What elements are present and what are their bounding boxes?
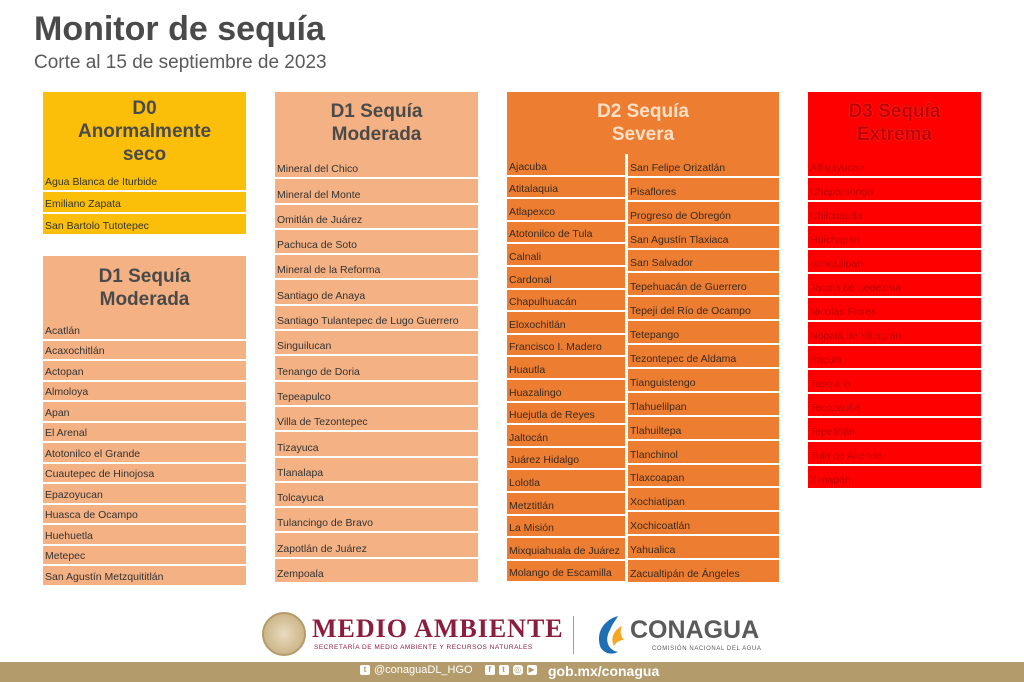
column-d0-header-line: Anormalmente: [77, 120, 212, 142]
column-d1b-header-line: D1 Sequía: [330, 101, 423, 122]
municipality-row: Ajacuba: [507, 154, 625, 177]
column-d0-header: [43, 92, 246, 170]
municipality-row: Pachuca de Soto: [275, 230, 478, 255]
column-d1a-header-line: Moderada: [99, 289, 190, 310]
municipality-row: Tlanalapa: [275, 458, 478, 483]
municipality-row: Xochiatipan: [628, 488, 779, 512]
twitter-icon[interactable]: t: [360, 665, 370, 675]
municipality-row: San Felipe Orizatlán: [628, 154, 779, 178]
municipality-row: Zacualtipán de Ángeles: [628, 560, 779, 584]
municipality-row: Molango de Escamilla: [507, 561, 625, 584]
municipality-row: Huejutla de Reyes: [507, 403, 625, 426]
municipality-row: Mineral de la Reforma: [275, 255, 478, 280]
municipality-row: Tolcayuca: [275, 483, 478, 508]
column-d2-header-line: Severa: [611, 124, 675, 145]
municipality-row: Zempoala: [275, 559, 478, 584]
column-d3-list: [808, 154, 981, 490]
municipality-row: Huautla: [507, 357, 625, 380]
municipality-row: Chilcuautla: [808, 202, 981, 226]
column-d3-header-line: D3 Sequía: [848, 101, 941, 122]
website-link[interactable]: gob.mx/conagua: [548, 663, 660, 679]
medio-ambiente-subtitle: SECRETARÍA DE MEDIO AMBIENTE Y RECURSOS NATURALES: [314, 644, 533, 651]
logo-divider: [573, 616, 574, 654]
municipality-row: Cardonal: [507, 267, 625, 290]
municipality-row: Jacala de Ledezma: [808, 274, 981, 298]
column-d1b-header-line: Moderada: [331, 124, 422, 145]
municipality-row: Acatlán: [43, 320, 246, 341]
municipality-row: Epazoyucan: [43, 484, 246, 505]
municipality-row: Progreso de Obregón: [628, 202, 779, 226]
municipality-row: Pacula: [808, 346, 981, 370]
column-d1a: [43, 256, 246, 587]
municipality-row: Juárez Hidalgo: [507, 448, 625, 471]
municipality-row: Villa de Tezontepec: [275, 407, 478, 432]
conagua-logo-icon: [592, 612, 628, 656]
column-d3: [808, 92, 981, 490]
municipality-row: Tlahuiltepa: [628, 417, 779, 441]
medio-ambiente-logo-text: MEDIO AMBIENTE: [312, 614, 564, 643]
municipality-row: Atlapexco: [507, 199, 625, 222]
municipality-row: Tlahuelilpan: [628, 393, 779, 417]
municipality-row: Tetepango: [628, 321, 779, 345]
column-d0: [43, 92, 246, 236]
municipality-row: San Salvador: [628, 250, 779, 274]
column-d1a-header: [43, 256, 246, 320]
municipality-row: Jaltocán: [507, 425, 625, 448]
municipality-row: Agua Blanca de Iturbide: [43, 170, 246, 192]
column-d1b: [275, 92, 478, 584]
municipality-row: Acaxochitlán: [43, 341, 246, 362]
municipality-row: Santiago de Anaya: [275, 280, 478, 305]
municipality-row: Calnali: [507, 244, 625, 267]
column-d1a-header-line: D1 Sequía: [98, 266, 191, 287]
municipality-row: Tepeji del Río de Ocampo: [628, 297, 779, 321]
municipality-row: La Misión: [507, 516, 625, 539]
instagram-icon[interactable]: ◎: [514, 665, 522, 674]
municipality-row: Metepec: [43, 546, 246, 567]
column-d0-header-line: D0: [132, 97, 157, 119]
municipality-row: Nicolás Flores: [808, 298, 981, 322]
municipality-row: Tezontepec de Aldama: [628, 345, 779, 369]
municipality-row: Apan: [43, 402, 246, 423]
government-seal-logo: [262, 612, 306, 656]
municipality-row: Huasca de Ocampo: [43, 505, 246, 526]
municipality-row: El Arenal: [43, 423, 246, 444]
youtube-icon[interactable]: ▶: [528, 665, 535, 674]
municipality-row: Emiliano Zapata: [43, 192, 246, 214]
facebook-icon[interactable]: f: [485, 665, 495, 675]
conagua-subtitle: COMISIÓN NACIONAL DEL AGUA: [652, 646, 762, 652]
municipality-row: Atotonilco de Tula: [507, 222, 625, 245]
column-d2-list-left: [507, 154, 627, 583]
municipality-row: San Agustín Metzquititlán: [43, 566, 246, 587]
municipality-row: Cuautepec de Hinojosa: [43, 464, 246, 485]
column-d3-header-line: Extrema: [857, 124, 932, 145]
municipality-row: Tepehuacán de Guerrero: [628, 273, 779, 297]
municipality-row: Mineral del Monte: [275, 179, 478, 204]
column-d1a-list: [43, 320, 246, 587]
municipality-row: Tulancingo de Bravo: [275, 508, 478, 533]
municipality-row: Santiago Tulantepec de Lugo Guerrero: [275, 306, 478, 331]
municipality-row: Huehuetla: [43, 525, 246, 546]
municipality-row: Tula de Allende: [808, 442, 981, 466]
column-d1b-list: [275, 154, 478, 584]
municipality-row: Tecozautla: [808, 394, 981, 418]
municipality-row: Huazalingo: [507, 380, 625, 403]
municipality-row: Singuilucan: [275, 331, 478, 356]
municipality-row: Xochicoatlán: [628, 512, 779, 536]
conagua-logo-text: CONAGUA: [630, 616, 760, 644]
municipality-row: Mixquiahuala de Juárez: [507, 538, 625, 561]
municipality-row: Ixmiquilpan: [808, 250, 981, 274]
column-d2: [507, 92, 779, 581]
municipality-row: Eloxochitlán: [507, 312, 625, 335]
municipality-row: Alfajayucan: [808, 154, 981, 178]
municipality-row: Atotonilco el Grande: [43, 443, 246, 464]
municipality-row: Pisaflores: [628, 178, 779, 202]
municipality-row: Tepeapulco: [275, 382, 478, 407]
page-subtitle: Corte al 15 de septiembre de 2023: [34, 52, 327, 73]
municipality-row: Mineral del Chico: [275, 154, 478, 179]
municipality-row: Zapotlán de Juárez: [275, 533, 478, 558]
social-handle[interactable]: @conaguaDL_HGO: [374, 664, 473, 676]
municipality-row: Actopan: [43, 361, 246, 382]
municipality-row: Tizayuca: [275, 432, 478, 457]
municipality-row: Metztitlán: [507, 493, 625, 516]
municipality-row: Yahualica: [628, 536, 779, 560]
municipality-row: Francisco I. Madero: [507, 335, 625, 358]
municipality-row: San Bartolo Tutotepec: [43, 214, 246, 236]
municipality-row: Lolotla: [507, 470, 625, 493]
municipality-row: San Agustín Tlaxiaca: [628, 226, 779, 250]
municipality-row: Chapulhuacán: [507, 290, 625, 313]
column-d3-header: [808, 92, 981, 154]
municipality-row: Zimapán: [808, 466, 981, 490]
municipality-row: Tlanchinol: [628, 441, 779, 465]
municipality-row: Nopala de Villagrán: [808, 322, 981, 346]
municipality-row: Atitalaquia: [507, 177, 625, 200]
municipality-row: Tenango de Doria: [275, 356, 478, 381]
column-d2-header: [507, 92, 779, 154]
municipality-row: Tepetitlán: [808, 418, 981, 442]
municipality-row: Tasquillo: [808, 370, 981, 394]
column-d2-list-right: [628, 154, 779, 584]
municipality-row: Tlaxcoapan: [628, 465, 779, 489]
municipality-row: Tianguistengo: [628, 369, 779, 393]
municipality-row: Omitlán de Juárez: [275, 205, 478, 230]
twitter-icon[interactable]: t: [499, 665, 509, 675]
social-links: [360, 664, 537, 676]
municipality-row: Almoloya: [43, 382, 246, 403]
column-d0-list: [43, 170, 246, 236]
column-d2-header-line: D2 Sequía: [597, 101, 689, 122]
column-d0-header-line: seco: [122, 143, 167, 165]
municipality-row: Huichapan: [808, 226, 981, 250]
municipality-row: Chapantongo: [808, 178, 981, 202]
page-title: Monitor de sequía: [34, 10, 325, 48]
column-d1b-header: [275, 92, 478, 154]
